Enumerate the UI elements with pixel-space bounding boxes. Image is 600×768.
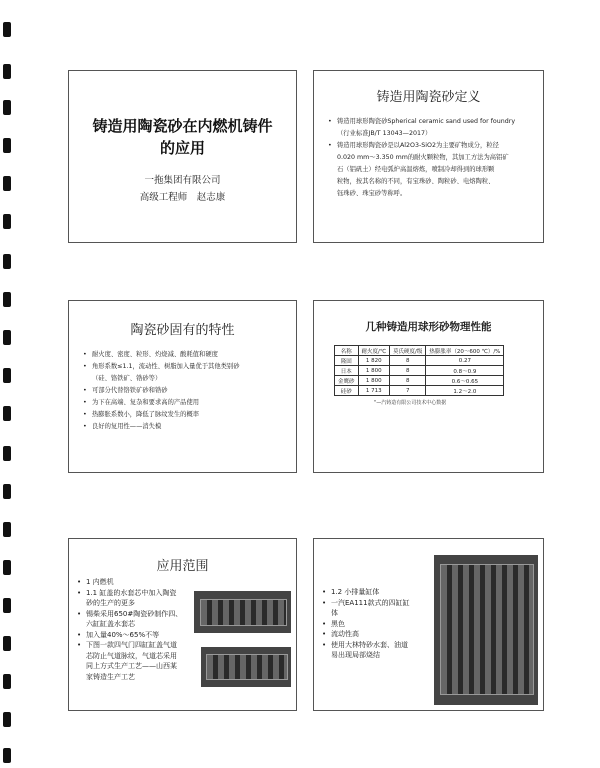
binder-hole <box>3 292 11 307</box>
list-item: • 热膨胀系数小，降低了脉纹发生的概率 <box>83 411 200 418</box>
table-header-row <box>335 346 504 356</box>
cylinder-block-photo <box>434 555 538 705</box>
binder-hole <box>3 176 11 191</box>
physical-properties-table <box>334 345 504 396</box>
table-row: 隆固 1 820 8 0.27 <box>335 356 504 366</box>
binder-hole <box>3 138 11 153</box>
column-header: 热膨胀率（20～600 ℃）/% <box>426 346 504 356</box>
binder-hole <box>3 330 11 345</box>
list-item: • 1 内燃机 <box>77 578 114 586</box>
binder-hole <box>3 598 11 613</box>
binder-hole <box>3 406 11 421</box>
binder-hole <box>3 100 11 115</box>
binder-hole <box>3 446 11 461</box>
binder-hole <box>3 484 11 499</box>
application-list <box>322 587 442 661</box>
presentation-title <box>77 115 288 159</box>
list-item: 同上方式生产工艺——山西某 <box>86 662 177 670</box>
binder-hole <box>3 368 11 383</box>
list-item: （行业标准JB/T 13043—2017） <box>337 130 432 137</box>
slide-application-2 <box>313 538 544 711</box>
list-item: 钰珠砂、珠宝砂等称呼。 <box>337 190 407 197</box>
slide-application-1 <box>68 538 297 711</box>
slide-properties <box>68 300 297 473</box>
list-item: • 铸造用球形陶瓷砂Spherical ceramic sand used for foundry <box>328 118 516 125</box>
list-item: • 使用大林特砂水套、油道 <box>322 640 408 649</box>
list-item: 粒物，按其名称的不同，有宝珠砂、陶粒砂、电熔陶粒、 <box>337 178 495 185</box>
column-header: 名称 <box>335 346 359 356</box>
slide-title: 铸造用陶瓷砂定义 <box>376 90 481 105</box>
list-item: • 1.2 小排量缸体 <box>322 588 380 596</box>
list-item: 家铸造生产工艺 <box>86 672 135 681</box>
company-name: 一拖集团有限公司 <box>144 175 221 186</box>
list-item: • 下图一款四气门四缸缸盖气道 <box>77 641 177 649</box>
slide-definition <box>313 70 544 243</box>
title-line-1: 铸造用陶瓷砂在内燃机铸件 <box>92 117 273 135</box>
list-item: （硅、铬铁矿、锆砂等） <box>92 375 162 382</box>
table-row: 日本 1 800 8 0.8～0.9 <box>335 366 504 376</box>
table-source-note: "—汽铸造有限公司技术中心数据 <box>374 400 447 406</box>
list-item: 0.020 mm～3.350 mm的耐火颗粒物，其加工方法为高铝矿 <box>337 154 509 161</box>
binder-hole <box>3 748 11 763</box>
binder-hole <box>3 22 11 37</box>
column-header: 耐火度/℃ <box>358 346 390 356</box>
list-item: 体 <box>331 609 338 617</box>
list-item: • 为下在高端、复杂和要求高的产品使用 <box>83 399 200 406</box>
list-item: • 1.1 缸盖的水套芯中加入陶瓷 <box>77 588 177 597</box>
list-item: • 铸造用球形陶瓷砂是以Al2O3-SiO2为主要矿物成分，粒径 <box>328 142 499 149</box>
list-item: • 可部分代替铬铁矿砂和锆砂 <box>83 387 168 394</box>
list-item: • 锡柴采用650#陶瓷砂制作四、 <box>77 609 183 618</box>
list-item: • 加入量40%～65%不等 <box>77 630 160 639</box>
binder-hole <box>3 712 11 727</box>
slide-title: 应用范围 <box>156 559 209 574</box>
binder-hole <box>3 560 11 575</box>
binder-hole <box>3 214 11 229</box>
list-item: 石（铝矾土）经电弧炉高温熔炼，喷制冷却得到的球形颗 <box>337 166 495 173</box>
table-row: 金鹰砂 1 800 8 0.6～0.65 <box>335 376 504 386</box>
author-name: 高级工程师 赵志康 <box>139 192 226 203</box>
list-item: 芯防止气道脉纹，气道芯采用 <box>86 651 177 660</box>
table-row: 硅砂 1 713 7 1.2～2.0 <box>335 386 504 396</box>
list-item: 六缸缸盖水套芯 <box>86 620 135 628</box>
list-item: • 角形系数≤1.1，流动性、树脂加入量优于其他类别砂 <box>83 363 240 370</box>
slide-title: 几种铸造用球形砂物理性能 <box>365 321 492 333</box>
list-item: • 一汽EA111款式的四缸缸 <box>322 598 410 607</box>
water-jacket-core-photo <box>194 591 291 633</box>
definition-list <box>328 116 540 200</box>
binder-hole <box>3 636 11 651</box>
list-item: • 黑色 <box>322 619 345 628</box>
column-header: 莫氏硬度/级 <box>390 346 426 356</box>
list-item: 砂的生产的更多 <box>86 599 135 607</box>
binder-hole <box>3 64 11 79</box>
slide-physical-table <box>313 300 544 473</box>
slide-title <box>68 70 297 243</box>
port-core-photo <box>201 647 291 687</box>
list-item: 易出现局部烧结 <box>331 651 380 659</box>
list-item: • 耐火度、密度、粒形、灼烧减、酸耗值和硬度 <box>83 351 218 358</box>
list-item: • 良好的复用性——消失模 <box>83 423 162 430</box>
title-line-2: 的应用 <box>159 139 205 157</box>
binder-hole <box>3 254 11 269</box>
binder-hole <box>3 674 11 689</box>
application-list <box>77 577 207 682</box>
binder-hole <box>3 522 11 537</box>
slide-title: 陶瓷砂固有的特性 <box>130 323 235 338</box>
list-item: • 流动性高 <box>322 630 359 638</box>
properties-list <box>83 349 293 433</box>
